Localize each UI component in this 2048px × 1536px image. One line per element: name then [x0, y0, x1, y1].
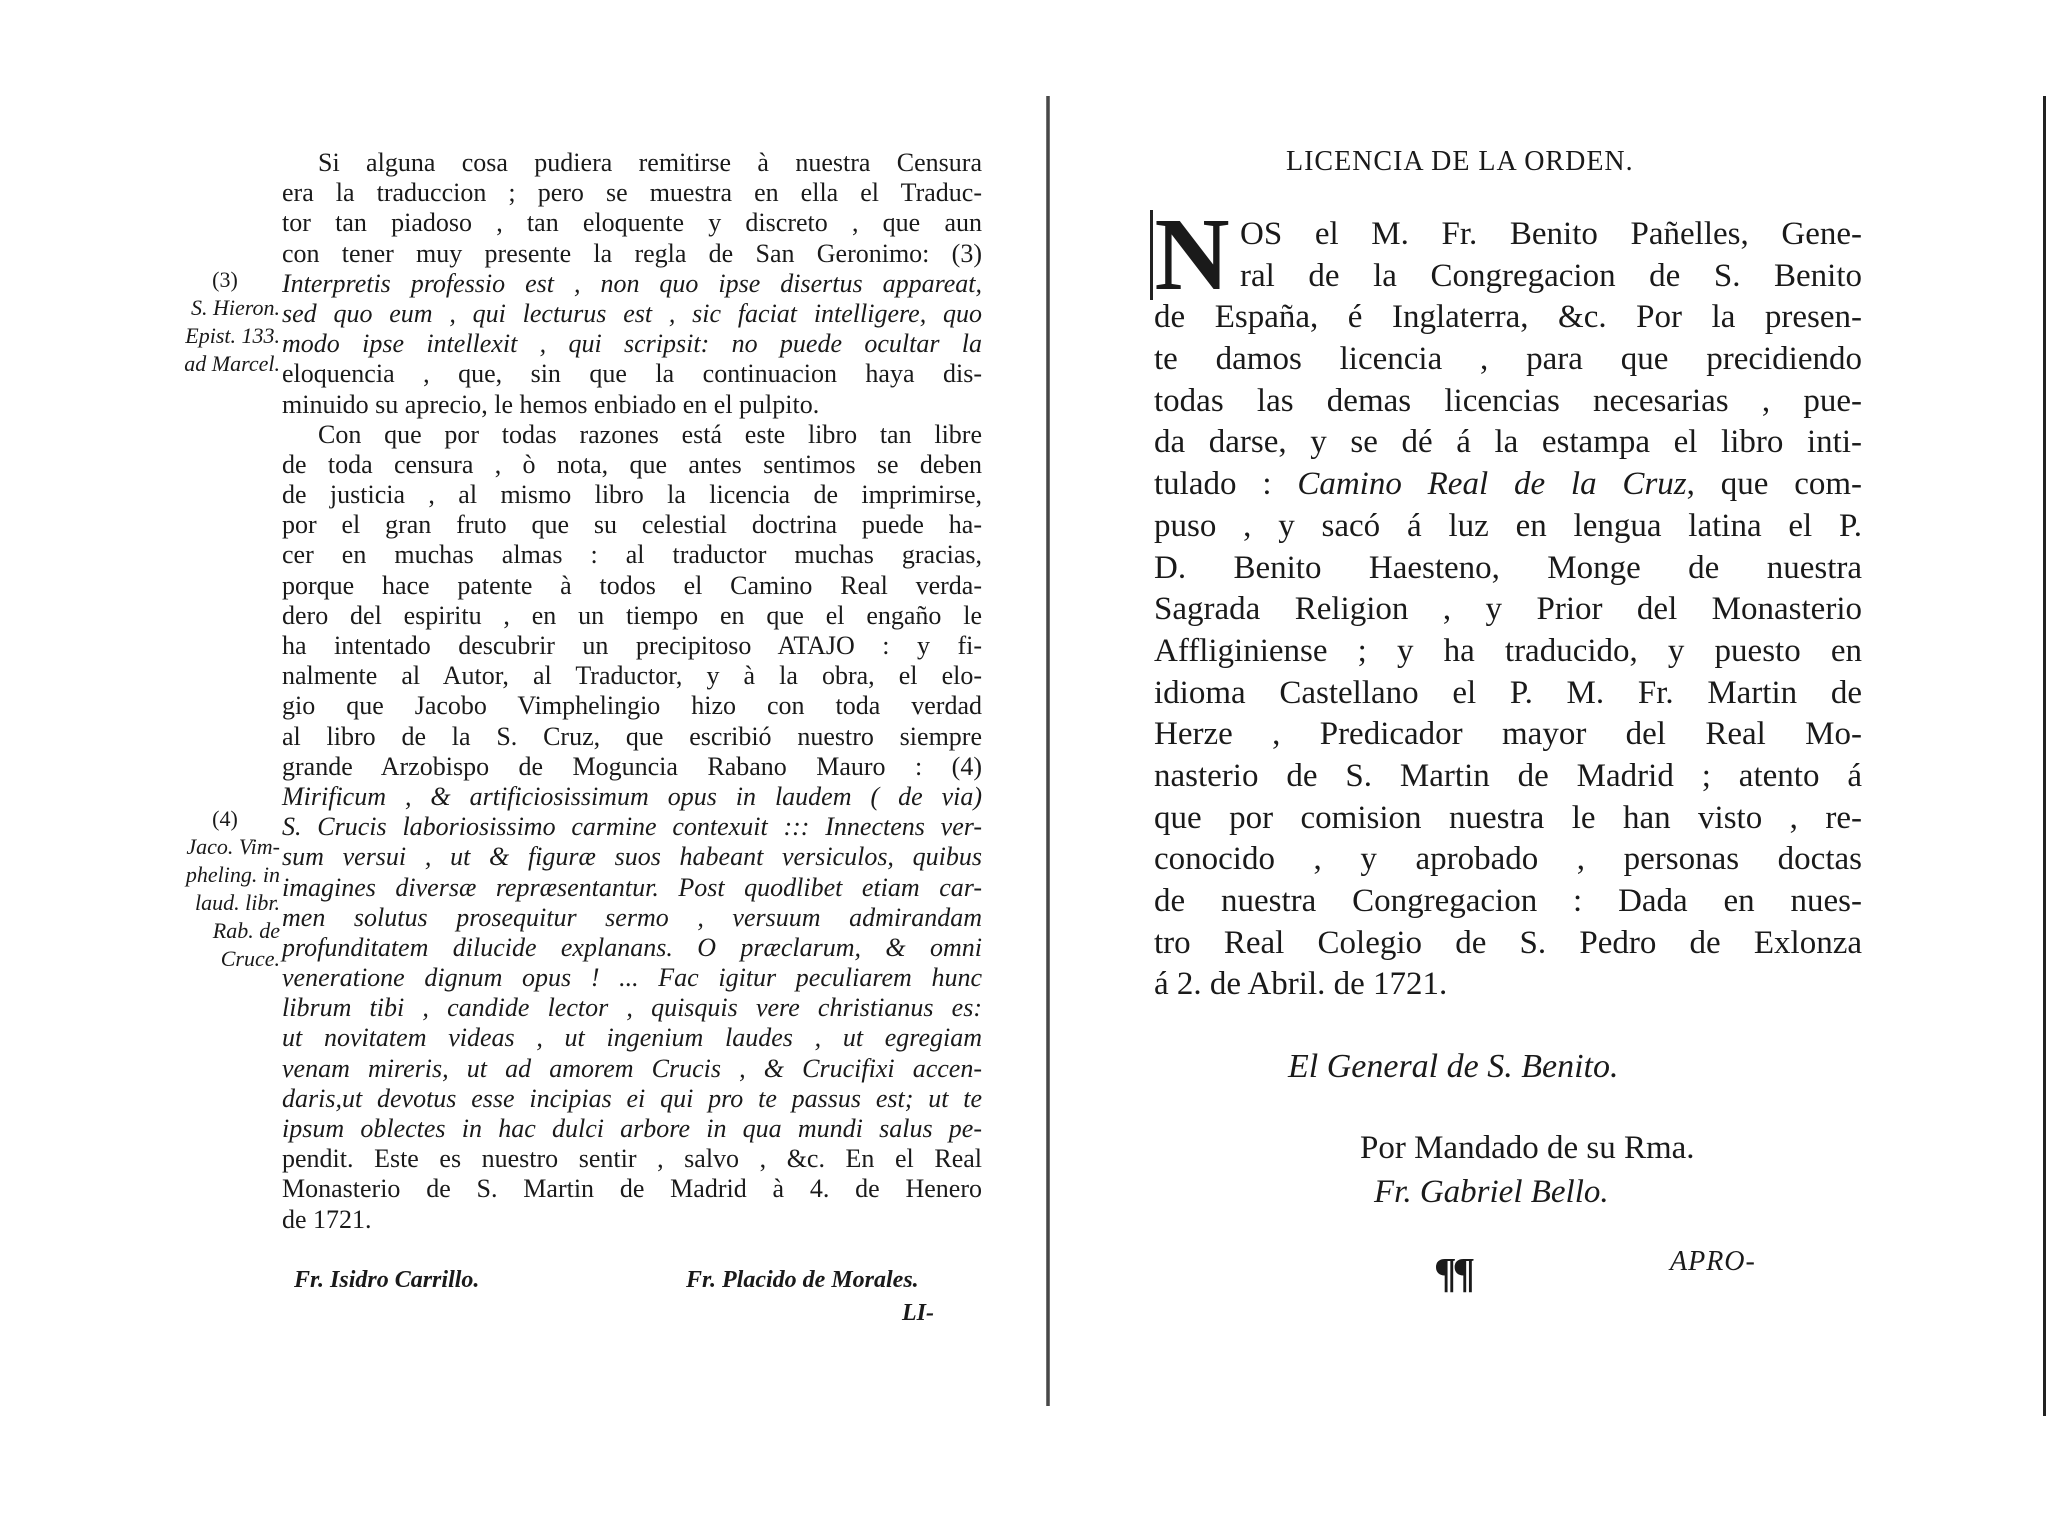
text-line — [1154, 548, 1862, 590]
catchword-left: LI- — [902, 1300, 934, 1326]
text-segment: conocido , y aprobado , personas doctas — [1154, 841, 1862, 878]
text-line — [282, 842, 982, 872]
catchword-right: APRO- — [1670, 1246, 1756, 1277]
text-line-content — [1154, 964, 1447, 1006]
text-line-content: grande Arzobispo de Moguncia Rabano Mauro : (4) — [282, 751, 982, 781]
text-line — [1154, 339, 1862, 381]
text-segment: nasterio de S. Martin de Madrid ; atento á — [1154, 757, 1862, 794]
text-line — [282, 208, 982, 238]
text-segment: te damos licencia , para que precidiendo — [1154, 341, 1862, 378]
text-segment: puso , y sacó á luz en lengua latina el P. — [1154, 507, 1862, 544]
margin-note-number: (3) — [212, 267, 238, 292]
margin-note-line: pheling. in — [185, 862, 280, 887]
margin-note-line: Rab. de — [212, 918, 280, 943]
margin-note-line: ad Marcel. — [184, 351, 280, 376]
text-line-content: de justicia , al mismo libro la licencia de imprimirse, — [282, 480, 982, 510]
text-line — [282, 903, 982, 933]
text-line — [282, 178, 982, 208]
margin-note-3 — [140, 266, 280, 378]
text-line — [282, 329, 982, 359]
text-line — [282, 722, 982, 752]
text-line — [1154, 964, 1862, 1006]
text-line-content — [1154, 756, 1862, 798]
text-line — [1154, 464, 1862, 506]
margin-note-line: S. Hieron. — [190, 295, 280, 320]
text-line — [282, 993, 982, 1023]
text-segment: idioma Castellano el P. M. Fr. Martin de — [1154, 674, 1862, 711]
mandado-line: Por Mandado de su Rma. — [1360, 1130, 1695, 1166]
text-line — [282, 450, 982, 480]
text-line-content: Monasterio de S. Martin de Madrid à 4. de Henero — [282, 1174, 982, 1204]
text-line-content: daris,ut devotus esse incipias ei qui pro te passus est; ut te — [282, 1083, 982, 1113]
text-segment: que por comision nuestra le han visto , re- — [1154, 799, 1862, 836]
text-line — [282, 752, 982, 782]
text-line-content: sum versui , ut & figuræ suos habeant versiculos, quibus — [282, 842, 982, 872]
text-line-content: tor tan piadoso , tan eloquente y discreto , que aun — [282, 208, 982, 238]
text-segment: Herze , Predicador mayor del Real Mo- — [1154, 716, 1862, 753]
text-line — [282, 873, 982, 903]
book-title-text: Camino Real de la Cruz — [1297, 466, 1687, 503]
text-segment: D. Benito Haesteno, Monge de nuestra — [1154, 549, 1862, 586]
signature-isidro-carrillo: Fr. Isidro Carrillo. — [294, 1267, 480, 1293]
text-line — [282, 601, 982, 631]
text-line-content: men solutus prosequitur sermo , versuum admirandam — [282, 902, 982, 932]
text-line — [1154, 673, 1862, 715]
general-signature: El General de S. Benito. — [1288, 1048, 1619, 1085]
text-line — [282, 1205, 982, 1235]
signature-placido-de-morales: Fr. Placido de Morales. — [686, 1267, 919, 1293]
text-segment: , que com- — [1686, 466, 1863, 503]
text-line — [282, 1114, 982, 1144]
secretary-signature: Fr. Gabriel Bello. — [1374, 1174, 1609, 1210]
text-line-content — [1154, 297, 1862, 339]
text-line — [282, 933, 982, 963]
text-line — [282, 390, 982, 420]
margin-note-number: (4) — [212, 806, 238, 831]
text-line — [282, 963, 982, 993]
text-line — [1154, 631, 1862, 673]
text-line — [282, 1054, 982, 1084]
text-line-content: era la traduccion ; pero se muestra en ella el Traduc- — [282, 178, 982, 208]
text-line-content: pendit. Este es nuestro sentir , salvo , &c. En el Real — [282, 1144, 982, 1174]
text-line-content: eloquencia , que, sin que la continuacion haya dis- — [282, 359, 982, 389]
text-line — [282, 540, 982, 570]
text-line-content — [1154, 506, 1862, 548]
margin-note-line: Cruce. — [220, 946, 280, 971]
text-line-content — [1240, 256, 1862, 298]
text-segment: Affliginiense ; y ha traducido, y puesto en — [1154, 632, 1862, 669]
text-line — [282, 1023, 982, 1053]
text-line — [1154, 506, 1862, 548]
text-line-content — [1154, 589, 1862, 631]
text-line — [1154, 589, 1862, 631]
text-line — [282, 239, 982, 269]
text-line-content: cer en muchas almas : al traductor muchas gracias, — [282, 540, 982, 570]
text-line-content: con tener muy presente la regla de San Geronimo: (3) — [282, 238, 982, 268]
margin-note-line: laud. libr. — [195, 890, 280, 915]
text-line-content: S. Crucis laboriosissimo carmine contexuit ::: Innectens ver- — [282, 812, 982, 842]
text-segment: todas las demas licencias necesarias , pue- — [1154, 382, 1862, 419]
text-line-content — [1154, 548, 1862, 590]
text-line-content: imagines diversæ repræsentantur. Post quodlibet etiam car- — [282, 872, 982, 902]
text-line — [282, 631, 982, 661]
text-line — [1154, 839, 1862, 881]
text-segment: tulado : — [1154, 466, 1298, 503]
page-heading: LICENCIA DE LA ORDEN. — [1286, 146, 1634, 177]
text-line-content: de 1721. — [282, 1204, 372, 1234]
text-line-content: Mirificum , & artificiosissimum opus in laudem ( de via) — [282, 781, 982, 811]
text-line-content: veneratione dignum opus ! ... Fac igitur peculiarem hunc — [282, 963, 982, 993]
text-line-content — [1154, 923, 1862, 965]
text-line-content — [1154, 714, 1862, 756]
text-segment: da darse, y se dé á la estampa el libro inti- — [1154, 424, 1862, 461]
text-line — [282, 480, 982, 510]
text-line-content: porque hace patente à todos el Camino Real verda- — [282, 570, 982, 600]
text-line-content — [1154, 381, 1862, 423]
text-line — [1154, 214, 1862, 256]
text-line-content — [1154, 839, 1862, 881]
text-line-content: ha intentado descubrir un precipitoso ATAJO : y fi- — [282, 631, 982, 660]
text-segment: ral de la Congregacion de S. Benito — [1240, 257, 1862, 294]
drop-cap: N — [1150, 210, 1231, 300]
text-line — [282, 299, 982, 329]
text-line — [1154, 798, 1862, 840]
text-line-content: librum tibi , candide lector , quisquis vere christianus es: — [282, 993, 982, 1023]
text-line-content — [1154, 422, 1862, 464]
text-line-content — [1154, 798, 1862, 840]
text-line-content: venam mireris, ut ad amorem Crucis , & Crucifixi accen- — [282, 1053, 982, 1083]
text-line — [282, 571, 982, 601]
margin-note-line: Jaco. Vim- — [186, 834, 280, 859]
text-line-content: Con que por todas razones está este libro tan libre — [318, 419, 982, 449]
text-segment: de España, é Inglaterra, &c. Por la presen- — [1154, 299, 1862, 336]
margin-note-4 — [140, 805, 280, 973]
text-line-content: al libro de la S. Cruz, que escribió nuestro siempre — [282, 721, 982, 751]
text-segment: tro Real Colegio de S. Pedro de Exlonza — [1154, 924, 1862, 961]
text-line-content — [1154, 631, 1862, 673]
margin-note-line: Epist. 133. — [185, 323, 280, 348]
text-line-content: Interpretis professio est , non quo ipse disertus appareat, — [282, 268, 982, 298]
text-line — [282, 812, 982, 842]
text-line — [282, 269, 982, 299]
text-line — [1154, 923, 1862, 965]
text-line-content: gio que Jacobo Vimphelingio hizo con toda verdad — [282, 691, 982, 721]
text-segment: Sagrada Religion , y Prior del Monasterio — [1154, 591, 1862, 628]
text-line — [282, 359, 982, 389]
text-line — [282, 420, 982, 450]
text-line — [1154, 422, 1862, 464]
text-line-content — [1154, 673, 1862, 715]
text-line — [282, 1174, 982, 1204]
text-line-content — [1240, 214, 1862, 256]
text-line — [282, 782, 982, 812]
text-line — [1154, 881, 1862, 923]
text-line-content: modo ipse intellexit , qui scripsit: no puede ocultar la — [282, 329, 982, 359]
text-line — [282, 661, 982, 691]
text-line — [1154, 297, 1862, 339]
text-segment: OS el M. Fr. Benito Pañelles, Gene- — [1240, 216, 1862, 252]
text-line-content — [1154, 339, 1862, 381]
text-line — [1154, 381, 1862, 423]
text-line — [1154, 756, 1862, 798]
text-line-content: sed quo eum , qui lecturus est , sic faciat intelligere, quo — [282, 298, 982, 328]
text-line-content: Si alguna cosa pudiera remitirse à nuestra Censura — [318, 148, 982, 177]
text-line — [282, 148, 982, 178]
signature-flourish: ¶¶ — [1434, 1251, 1472, 1297]
text-line — [282, 1144, 982, 1174]
text-line-content: de toda censura , ò nota, que antes sentimos se deben — [282, 449, 982, 479]
text-line — [1154, 714, 1862, 756]
text-line-content: minuido su aprecio, le hemos enbiado en el pulpito. — [282, 389, 820, 419]
text-line-content: nalmente al Autor, al Traductor, y à la obra, el elo- — [282, 661, 982, 691]
text-line-content: profunditatem dilucide explanans. O præclarum, & omni — [282, 932, 982, 962]
text-segment: de nuestra Congregacion : Dada en nues- — [1154, 883, 1862, 919]
text-line-content: ut novitatem videas , ut ingenium laudes , ut egregiam — [282, 1023, 982, 1053]
text-line — [282, 691, 982, 721]
text-line-content: dero del espiritu , en un tiempo en que el engaño le — [282, 600, 982, 630]
text-line-content — [1154, 881, 1862, 923]
left-page-body — [282, 148, 982, 1235]
right-page — [1050, 0, 2048, 1536]
text-line — [1154, 256, 1862, 298]
text-line-content: ipsum oblectes in hac dulci arbore in qua mundi salus pe- — [282, 1114, 982, 1143]
text-line-content: por el gran fruto que su celestial doctrina puede ha- — [282, 510, 982, 540]
text-line — [282, 1084, 982, 1114]
text-segment: á 2. de Abril. de 1721. — [1154, 966, 1448, 1003]
right-page-body — [1154, 214, 1862, 1006]
text-line-content — [1154, 464, 1862, 506]
text-line — [282, 510, 982, 540]
